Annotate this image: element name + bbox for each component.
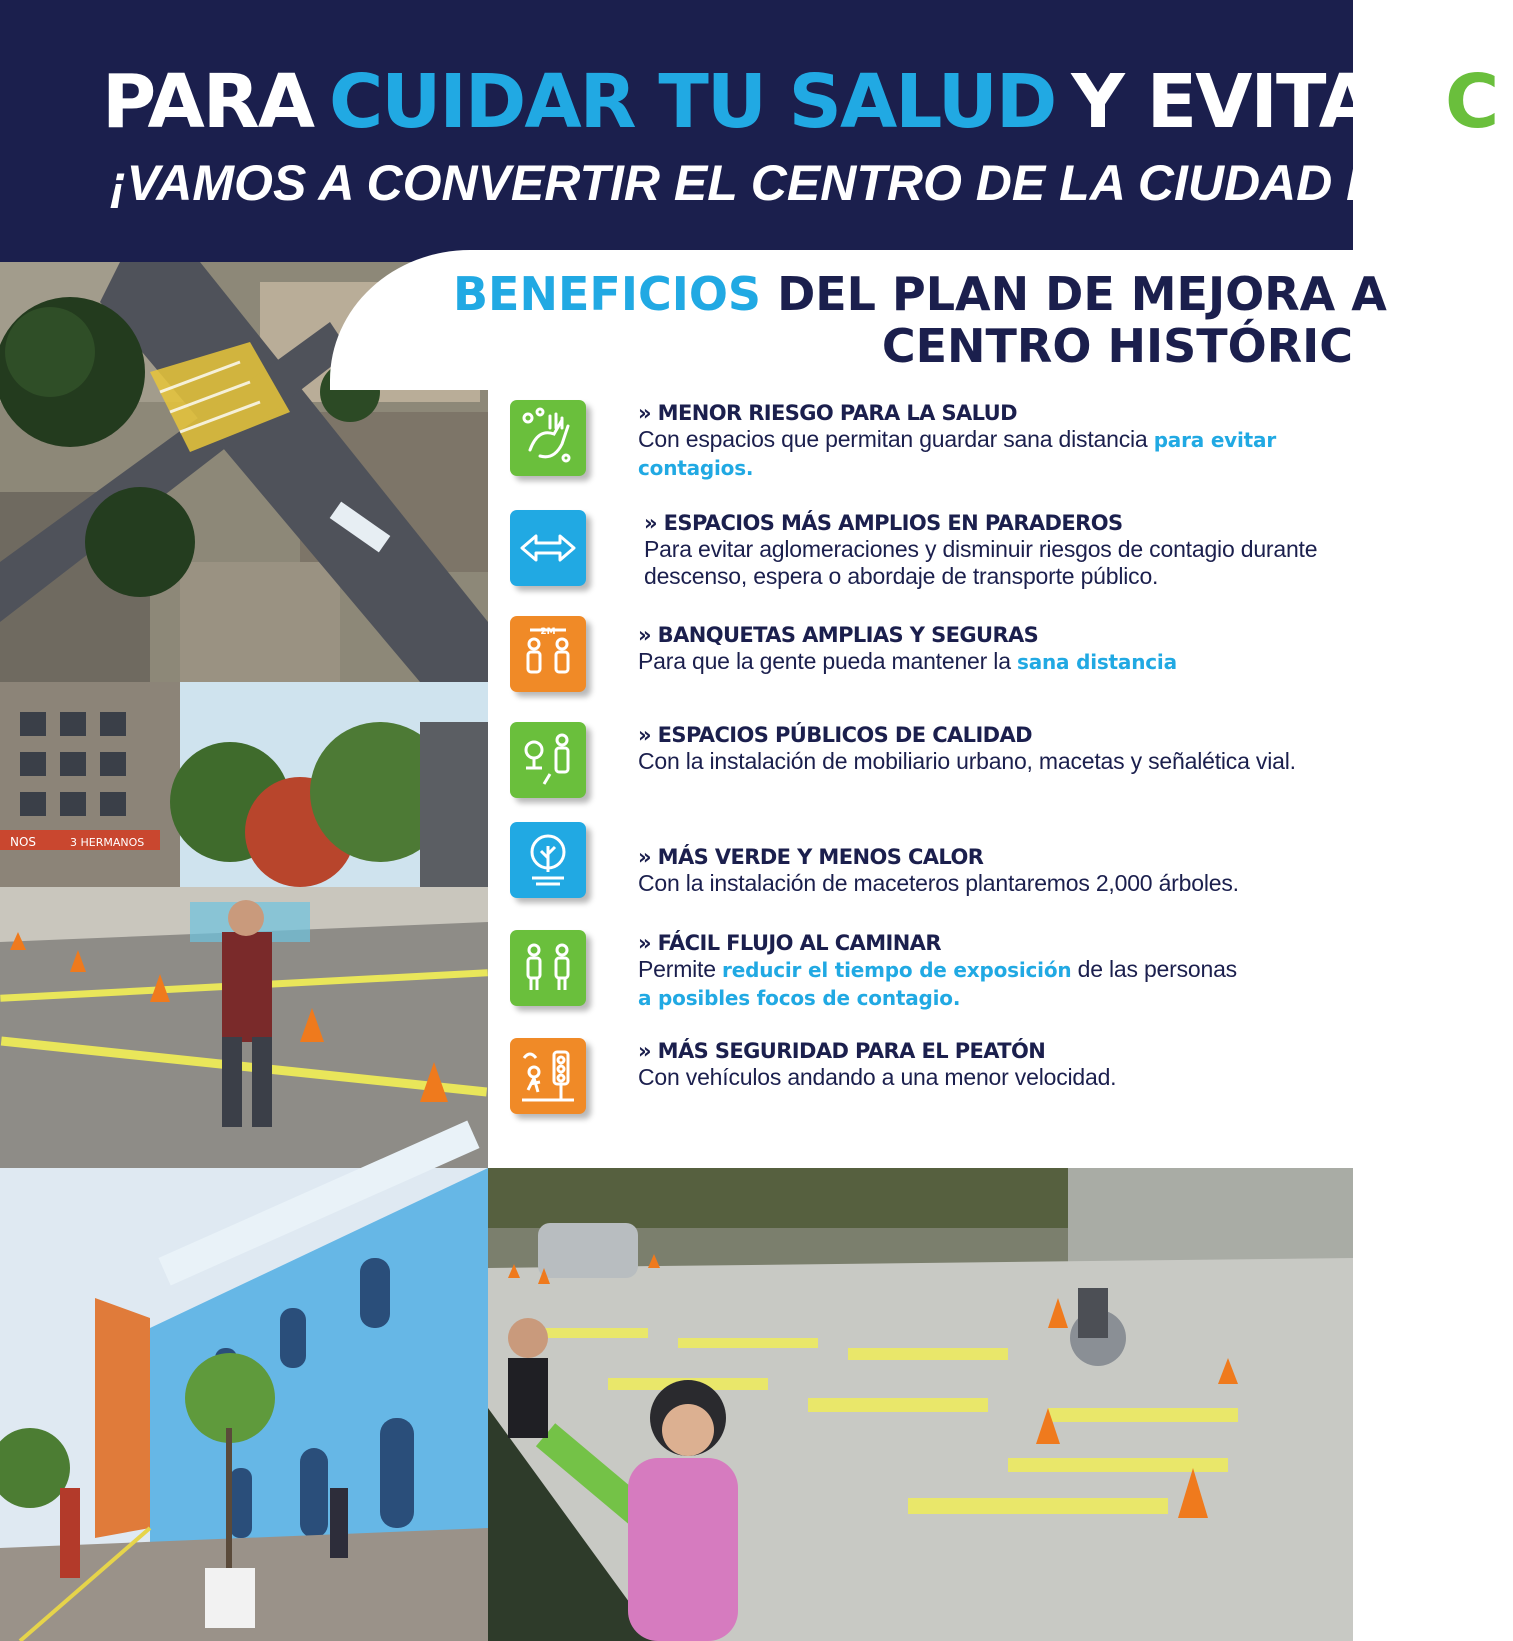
benefit-desc-highlight: sana distancia: [1016, 650, 1177, 674]
benefit-description: Con la instalación de mobiliario urbano, macetas y señalética vial.: [638, 748, 1296, 774]
benefit-description: [638, 648, 1338, 676]
benefit-desc-highlight: para evitar contagios.: [638, 428, 1276, 480]
benefit-desc-text: Para que la gente pueda mantener la: [638, 648, 1017, 674]
benefit-description: Para evitar aglomeraciones y disminuir riesgos de contagio durante descenso, espera o abordaje de transporte público.: [644, 536, 1318, 589]
svg-text:2M: 2M: [540, 627, 556, 637]
headline-part-4: C: [1444, 59, 1498, 145]
benefit-description: Con la instalación de maceteros plantaremos 2,000 árboles.: [638, 870, 1239, 896]
section-title-rest: DEL PLAN DE MEJORA A: [777, 267, 1387, 321]
benefit-title: » BANQUETAS AMPLIAS Y SEGURAS: [638, 623, 1039, 647]
headline: [102, 52, 1513, 152]
benefit-desc-text: Con espacios que permitan guardar sana distancia: [638, 426, 1154, 452]
benefit-title: » MÁS SEGURIDAD PARA EL PEATÓN: [638, 1039, 1046, 1063]
benefit-title: » FÁCIL FLUJO AL CAMINAR: [638, 931, 941, 955]
double-arrow-icon: [510, 510, 586, 586]
social-distance-icon: [510, 616, 586, 692]
headline-part-1: PARA: [102, 59, 313, 145]
benefit-description: [638, 956, 1338, 1012]
section-title-line2: CENTRO HISTÓRIC: [881, 319, 1353, 373]
section-title-accent: BENEFICIOS: [453, 267, 762, 321]
benefit-title: » MENOR RIESGO PARA LA SALUD: [638, 401, 1017, 425]
benefit-title: » MÁS VERDE Y MENOS CALOR: [638, 845, 984, 869]
plaza-render-photo: [488, 1168, 1353, 1641]
public-space-icon: [510, 722, 586, 798]
headline-part-3: Y EVITAR: [1071, 59, 1429, 145]
benefit-title: » ESPACIOS PÚBLICOS DE CALIDAD: [638, 723, 1032, 747]
storefront-sign-1: NOS: [10, 835, 37, 849]
pedestrian-traffic-light-icon: [510, 1038, 586, 1114]
street-render-photo: [0, 682, 488, 1168]
blue-building-street-photo: [0, 1168, 488, 1641]
headline-part-2: CUIDAR TU SALUD: [328, 59, 1056, 145]
benefit-desc-highlight: reducir el tiempo de exposición: [722, 958, 1072, 982]
benefit-desc-after: de las personas: [1071, 956, 1237, 982]
walking-people-icon: [510, 930, 586, 1006]
handwash-icon: [510, 400, 586, 476]
benefit-title: » ESPACIOS MÁS AMPLIOS EN PARADEROS: [644, 511, 1123, 535]
subheadline: ¡VAMOS A CONVERTIR EL CENTRO DE LA CIUDAD EN UN: [110, 155, 1502, 211]
benefits-list: [488, 382, 1353, 1168]
header-banner: [0, 0, 1502, 262]
benefit-desc-text: Permite: [638, 956, 723, 982]
benefit-description: [638, 426, 1338, 482]
storefront-sign-2: 3 HERMANOS: [70, 836, 145, 849]
benefit-description: Con vehículos andando a una menor velocidad.: [638, 1064, 1117, 1090]
section-title: [453, 267, 1387, 373]
benefit-desc-highlight-2: a posibles focos de contagio.: [638, 986, 961, 1010]
tree-planter-icon: [510, 822, 586, 898]
